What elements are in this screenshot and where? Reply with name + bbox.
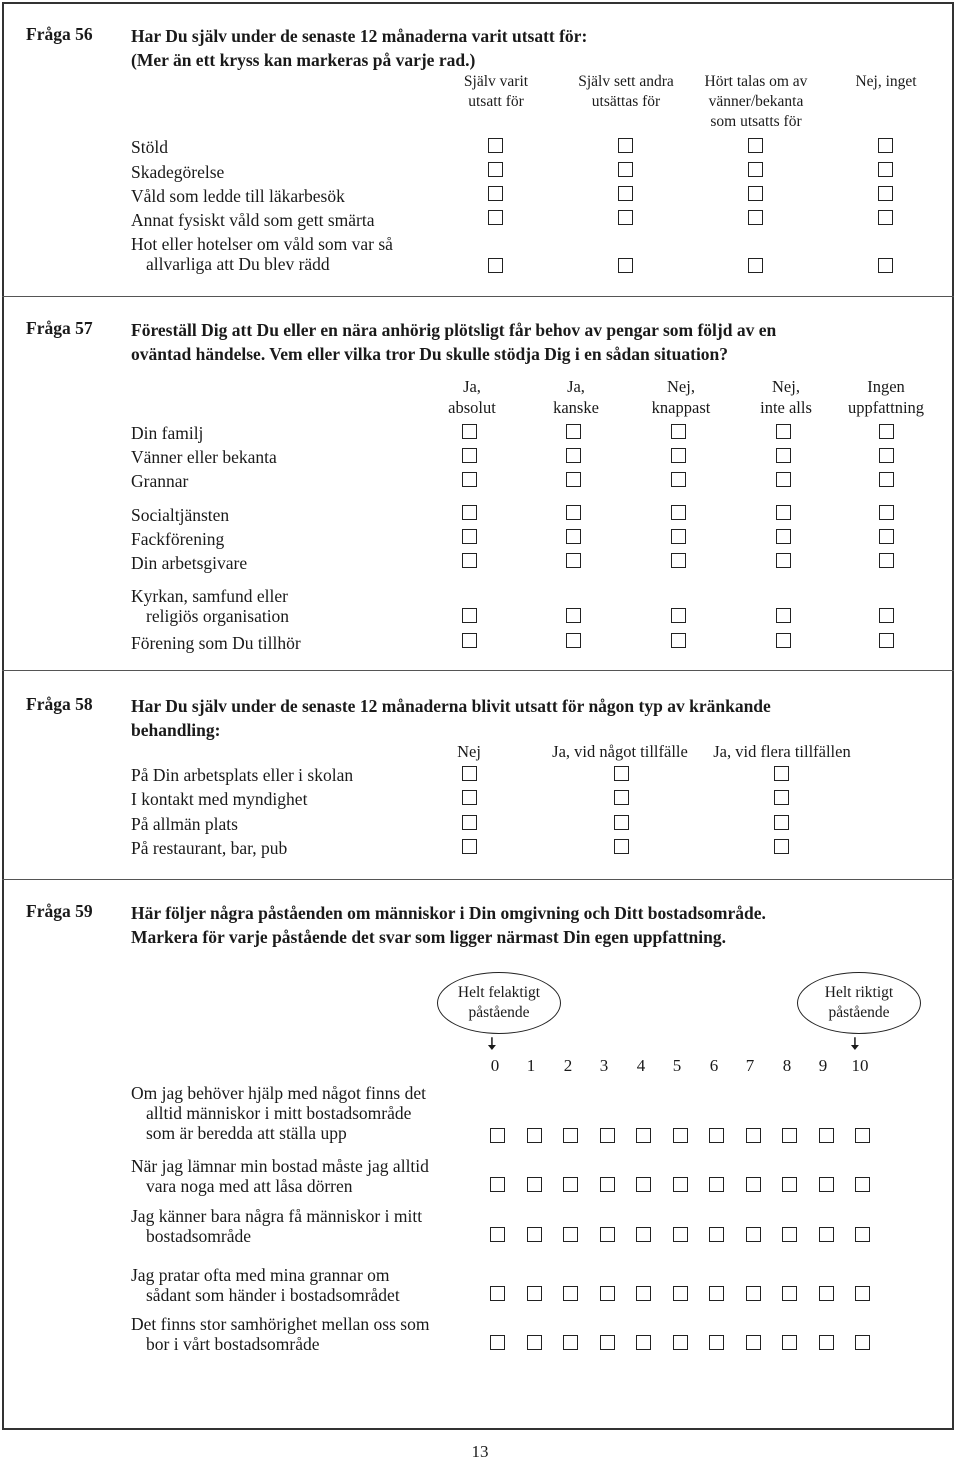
q56-row-4-label: Hot eller hotelser om våld som var så allvarliga att Du blev rädd — [131, 234, 393, 274]
q57-row-1-col-3-checkbox[interactable] — [776, 448, 791, 463]
q57-row-1-col-2-checkbox[interactable] — [671, 448, 686, 463]
q57-row-6-col-0-checkbox[interactable] — [462, 608, 477, 623]
q59-statement-4: Det finns stor samhörighet mellan oss som bor i vårt bostadsområde — [131, 1314, 430, 1354]
q57-row-2-col-4-checkbox[interactable] — [879, 472, 894, 487]
q56-row-0-col-3-checkbox[interactable] — [878, 138, 893, 153]
q56-row-3-col-2-checkbox[interactable] — [748, 210, 763, 225]
q57-row-3-col-3-checkbox[interactable] — [776, 505, 791, 520]
q59-row-0-scale-1-checkbox[interactable] — [527, 1128, 542, 1143]
q57-row-7-col-4-checkbox[interactable] — [879, 633, 894, 648]
q56-row-0-col-0-checkbox[interactable] — [488, 138, 503, 153]
q57-row-5-col-0-checkbox[interactable] — [462, 553, 477, 568]
q57-row-4-col-2-checkbox[interactable] — [671, 529, 686, 544]
q58-row-3-col-2-checkbox[interactable] — [774, 839, 789, 854]
q57-row-5-col-1-checkbox[interactable] — [566, 553, 581, 568]
right-anchor-oval: Helt riktigt påstående — [797, 972, 921, 1034]
q56-row-1-col-0-checkbox[interactable] — [488, 162, 503, 177]
q56-number: Fråga 56 — [26, 24, 93, 44]
q58-number: Fråga 58 — [26, 694, 93, 714]
q58-row-2-col-1-checkbox[interactable] — [614, 815, 629, 830]
q58-title: Har Du själv under de senaste 12 månaderna blivit utsatt för någon typ av kränkande behandling: — [131, 696, 771, 740]
q57-row-1-col-0-checkbox[interactable] — [462, 448, 477, 463]
q57-row-3-label: Socialtjänsten — [131, 505, 230, 525]
section-divider — [2, 879, 954, 880]
q59-row-3-scale-10-checkbox[interactable] — [855, 1286, 870, 1301]
q58-row-1-col-1-checkbox[interactable] — [614, 790, 629, 805]
q58-row-0-col-2-checkbox[interactable] — [774, 766, 789, 781]
q59-row-3-scale-2-checkbox[interactable] — [563, 1286, 578, 1301]
q57-row-6-col-3-checkbox[interactable] — [776, 608, 791, 623]
q57-row-4-label: Fackförening — [131, 529, 225, 549]
scale-10: 10 — [851, 1056, 869, 1075]
scale-7: 7 — [745, 1056, 755, 1075]
q59-row-1-scale-10-checkbox[interactable] — [855, 1177, 870, 1192]
scale-0: 0 — [490, 1056, 500, 1075]
scale-3: 3 — [599, 1056, 609, 1075]
q59-row-3-scale-0-checkbox[interactable] — [490, 1286, 505, 1301]
q58-col-0-header: Nej — [457, 742, 481, 761]
q57-row-2-label: Grannar — [131, 471, 189, 491]
q56-row-3-col-1-checkbox[interactable] — [618, 210, 633, 225]
q57-row-0-col-1-checkbox[interactable] — [566, 424, 581, 439]
q57-row-4-col-1-checkbox[interactable] — [566, 529, 581, 544]
q59-row-4-scale-10-checkbox[interactable] — [855, 1335, 870, 1350]
q59-row-0-scale-0-checkbox[interactable] — [490, 1128, 505, 1143]
q59-statement-0: Om jag behöver hjälp med något finns det alltid människor i mitt bostadsområde som är beredda att ställa upp — [131, 1083, 426, 1143]
q57-col-1-header: Ja, kanske — [553, 377, 599, 417]
q58-row-1-col-2-checkbox[interactable] — [774, 790, 789, 805]
q57-row-2-col-0-checkbox[interactable] — [462, 472, 477, 487]
q58-row-2-col-2-checkbox[interactable] — [774, 815, 789, 830]
q57-row-6-col-4-checkbox[interactable] — [879, 608, 894, 623]
q57-row-3-col-4-checkbox[interactable] — [879, 505, 894, 520]
arrow-down-icon: 🠇 — [487, 1034, 497, 1054]
q59-row-0-scale-9-checkbox[interactable] — [819, 1128, 834, 1143]
q57-row-5-col-3-checkbox[interactable] — [776, 553, 791, 568]
q57-row-0-label: Din familj — [131, 423, 204, 443]
q59-row-2-scale-7-checkbox[interactable] — [746, 1227, 761, 1242]
q58-row-0-col-0-checkbox[interactable] — [462, 766, 477, 781]
q57-col-4-header: Ingen uppfattning — [847, 377, 925, 417]
q56-col-3-header: Nej, inget — [855, 73, 917, 90]
q59-row-4-scale-4-checkbox[interactable] — [636, 1335, 651, 1350]
q57-col-2-header: Nej, knappast — [651, 377, 711, 417]
scale-5: 5 — [672, 1056, 682, 1075]
q57-row-4-col-0-checkbox[interactable] — [462, 529, 477, 544]
q59-row-3-scale-6-checkbox[interactable] — [709, 1286, 724, 1301]
q59-row-1-scale-4-checkbox[interactable] — [636, 1177, 651, 1192]
q58-row-3-col-0-checkbox[interactable] — [462, 839, 477, 854]
q57-row-6-col-2-checkbox[interactable] — [671, 608, 686, 623]
q59-row-2-scale-0-checkbox[interactable] — [490, 1227, 505, 1242]
q59-row-2-scale-5-checkbox[interactable] — [673, 1227, 688, 1242]
q59-row-3-scale-7-checkbox[interactable] — [746, 1286, 761, 1301]
q59-row-3-scale-4-checkbox[interactable] — [636, 1286, 651, 1301]
q59-row-1-scale-1-checkbox[interactable] — [527, 1177, 542, 1192]
q59-row-0-scale-2-checkbox[interactable] — [563, 1128, 578, 1143]
q57-row-1-col-1-checkbox[interactable] — [566, 448, 581, 463]
q57-row-3-col-0-checkbox[interactable] — [462, 505, 477, 520]
q57-row-0-col-0-checkbox[interactable] — [462, 424, 477, 439]
q56-row-1-col-3-checkbox[interactable] — [878, 162, 893, 177]
q59-row-1-scale-2-checkbox[interactable] — [563, 1177, 578, 1192]
q59-row-0-scale-3-checkbox[interactable] — [600, 1128, 615, 1143]
q57-title: Föreställ Dig att Du eller en nära anhörig plötsligt får behov av pengar som följd av en oväntad händelse. Vem eller vilka tror Du skulle stödja Dig i en sådan situation? — [131, 320, 777, 364]
q57-row-0-col-2-checkbox[interactable] — [671, 424, 686, 439]
scale-9: 9 — [818, 1056, 828, 1075]
q56-row-2-col-2-checkbox[interactable] — [748, 186, 763, 201]
q59-row-3-scale-9-checkbox[interactable] — [819, 1286, 834, 1301]
q56-row-2-col-1-checkbox[interactable] — [618, 186, 633, 201]
q57-row-0-col-4-checkbox[interactable] — [879, 424, 894, 439]
q59-row-2-scale-4-checkbox[interactable] — [636, 1227, 651, 1242]
q59-row-4-scale-0-checkbox[interactable] — [490, 1335, 505, 1350]
q57-row-4-col-4-checkbox[interactable] — [879, 529, 894, 544]
scale-1: 1 — [526, 1056, 536, 1075]
q56-row-0-col-2-checkbox[interactable] — [748, 138, 763, 153]
q59-row-2-scale-9-checkbox[interactable] — [819, 1227, 834, 1242]
q59-row-4-scale-6-checkbox[interactable] — [709, 1335, 724, 1350]
q59-row-4-scale-8-checkbox[interactable] — [782, 1335, 797, 1350]
q59-row-1-scale-6-checkbox[interactable] — [709, 1177, 724, 1192]
page-number: 13 — [471, 1442, 489, 1461]
q59-row-0-scale-5-checkbox[interactable] — [673, 1128, 688, 1143]
arrow-down-icon: 🠇 — [850, 1034, 860, 1054]
q59-row-2-scale-3-checkbox[interactable] — [600, 1227, 615, 1242]
q58-row-2-label: På allmän plats — [131, 814, 238, 834]
q57-row-7-col-0-checkbox[interactable] — [462, 633, 477, 648]
q59-row-2-scale-10-checkbox[interactable] — [855, 1227, 870, 1242]
q57-row-5-col-4-checkbox[interactable] — [879, 553, 894, 568]
q59-statement-2: Jag känner bara några få människor i mitt bostadsområde — [131, 1206, 423, 1246]
q57-col-3-header: Nej, inte alls — [760, 377, 812, 417]
q57-number: Fråga 57 — [26, 318, 93, 338]
q59-row-1-scale-0-checkbox[interactable] — [490, 1177, 505, 1192]
q59-number: Fråga 59 — [26, 901, 93, 921]
q59-row-2-scale-8-checkbox[interactable] — [782, 1227, 797, 1242]
q59-row-0-scale-8-checkbox[interactable] — [782, 1128, 797, 1143]
q57-row-1-label: Vänner eller bekanta — [131, 447, 277, 467]
q57-col-0-header: Ja, absolut — [448, 377, 496, 417]
q59-row-3-scale-8-checkbox[interactable] — [782, 1286, 797, 1301]
q58-row-3-label: På restaurant, bar, pub — [131, 838, 288, 858]
q59-row-3-scale-1-checkbox[interactable] — [527, 1286, 542, 1301]
q56-col-0-header: Själv varit utsatt för — [463, 73, 529, 110]
scale-6: 6 — [709, 1056, 719, 1075]
q57-row-2-col-3-checkbox[interactable] — [776, 472, 791, 487]
q59-statement-1: När jag lämnar min bostad måste jag alltid vara noga med att låsa dörren — [131, 1156, 429, 1196]
q59-row-2-scale-1-checkbox[interactable] — [527, 1227, 542, 1242]
q57-row-7-label: Förening som Du tillhör — [131, 633, 301, 653]
q56-row-2-col-3-checkbox[interactable] — [878, 186, 893, 201]
q57-row-3-col-2-checkbox[interactable] — [671, 505, 686, 520]
q56-col-1-header: Själv sett andra utsättas för — [578, 73, 674, 110]
q56-row-0-label: Stöld — [131, 137, 168, 157]
q57-row-7-col-1-checkbox[interactable] — [566, 633, 581, 648]
q56-col-2-header: Hört talas om av vänner/bekanta som utsatts för — [704, 73, 808, 130]
q59-statement-3: Jag pratar ofta med mina grannar om sådant som händer i bostadsområdet — [131, 1265, 400, 1305]
q56-row-1-col-2-checkbox[interactable] — [748, 162, 763, 177]
q56-row-4-col-0-checkbox[interactable] — [488, 258, 503, 273]
q56-row-3-col-3-checkbox[interactable] — [878, 210, 893, 225]
q59-row-0-scale-7-checkbox[interactable] — [746, 1128, 761, 1143]
q57-row-2-col-2-checkbox[interactable] — [671, 472, 686, 487]
q58-row-1-col-0-checkbox[interactable] — [462, 790, 477, 805]
q59-row-1-scale-3-checkbox[interactable] — [600, 1177, 615, 1192]
q59-row-0-scale-6-checkbox[interactable] — [709, 1128, 724, 1143]
q57-row-5-label: Din arbetsgivare — [131, 553, 248, 573]
scale-2: 2 — [563, 1056, 573, 1075]
left-anchor-oval: Helt felaktigt påstående — [437, 972, 561, 1034]
q57-row-2-col-1-checkbox[interactable] — [566, 472, 581, 487]
section-divider — [2, 296, 954, 297]
q56-title: Har Du själv under de senaste 12 månaderna varit utsatt för: (Mer än ett kryss kan markeras på varje rad.) — [131, 26, 588, 70]
q57-row-5-col-2-checkbox[interactable] — [671, 553, 686, 568]
q59-row-1-scale-7-checkbox[interactable] — [746, 1177, 761, 1192]
q57-row-7-col-2-checkbox[interactable] — [671, 633, 686, 648]
q59-row-0-scale-4-checkbox[interactable] — [636, 1128, 651, 1143]
q56-row-0-col-1-checkbox[interactable] — [618, 138, 633, 153]
q56-row-2-label: Våld som ledde till läkarbesök — [131, 186, 345, 206]
q59-row-0-scale-10-checkbox[interactable] — [855, 1128, 870, 1143]
q59-title: Här följer några påståenden om människor i Din omgivning och Ditt bostadsområde. Markera för varje påstående det svar som ligger närmast Din egen uppfattning. — [131, 903, 766, 947]
q59-row-4-scale-2-checkbox[interactable] — [563, 1335, 578, 1350]
q59-row-1-scale-9-checkbox[interactable] — [819, 1177, 834, 1192]
q59-row-4-scale-3-checkbox[interactable] — [600, 1335, 615, 1350]
q59-row-1-scale-8-checkbox[interactable] — [782, 1177, 797, 1192]
q57-row-6-label: Kyrkan, samfund eller religiös organisation — [131, 586, 290, 626]
q56-row-4-col-2-checkbox[interactable] — [748, 258, 763, 273]
q58-row-0-label: På Din arbetsplats eller i skolan — [131, 765, 354, 785]
q56-row-4-col-1-checkbox[interactable] — [618, 258, 633, 273]
q57-row-3-col-1-checkbox[interactable] — [566, 505, 581, 520]
q58-row-1-label: I kontakt med myndighet — [131, 789, 308, 809]
q56-row-4-col-3-checkbox[interactable] — [878, 258, 893, 273]
q57-row-6-col-1-checkbox[interactable] — [566, 608, 581, 623]
q59-row-3-scale-3-checkbox[interactable] — [600, 1286, 615, 1301]
q59-row-4-scale-9-checkbox[interactable] — [819, 1335, 834, 1350]
q59-row-2-scale-6-checkbox[interactable] — [709, 1227, 724, 1242]
q57-row-0-col-3-checkbox[interactable] — [776, 424, 791, 439]
q58-row-0-col-1-checkbox[interactable] — [614, 766, 629, 781]
q58-col-1-header: Ja, vid något tillfälle — [552, 742, 688, 761]
q57-row-4-col-3-checkbox[interactable] — [776, 529, 791, 544]
q58-row-2-col-0-checkbox[interactable] — [462, 815, 477, 830]
q57-row-7-col-3-checkbox[interactable] — [776, 633, 791, 648]
q56-row-2-col-0-checkbox[interactable] — [488, 186, 503, 201]
q59-row-4-scale-1-checkbox[interactable] — [527, 1335, 542, 1350]
q59-row-4-scale-5-checkbox[interactable] — [673, 1335, 688, 1350]
q56-row-3-label: Annat fysiskt våld som gett smärta — [131, 210, 375, 230]
scale-8: 8 — [782, 1056, 792, 1075]
q59-row-4-scale-7-checkbox[interactable] — [746, 1335, 761, 1350]
q57-row-1-col-4-checkbox[interactable] — [879, 448, 894, 463]
q59-row-2-scale-2-checkbox[interactable] — [563, 1227, 578, 1242]
q58-row-3-col-1-checkbox[interactable] — [614, 839, 629, 854]
section-divider — [2, 670, 954, 671]
q59-row-3-scale-5-checkbox[interactable] — [673, 1286, 688, 1301]
scale-4: 4 — [636, 1056, 646, 1075]
q58-col-2-header: Ja, vid flera tillfällen — [713, 742, 851, 761]
q56-row-1-label: Skadegörelse — [131, 162, 225, 182]
q59-row-1-scale-5-checkbox[interactable] — [673, 1177, 688, 1192]
q56-row-1-col-1-checkbox[interactable] — [618, 162, 633, 177]
q56-row-3-col-0-checkbox[interactable] — [488, 210, 503, 225]
